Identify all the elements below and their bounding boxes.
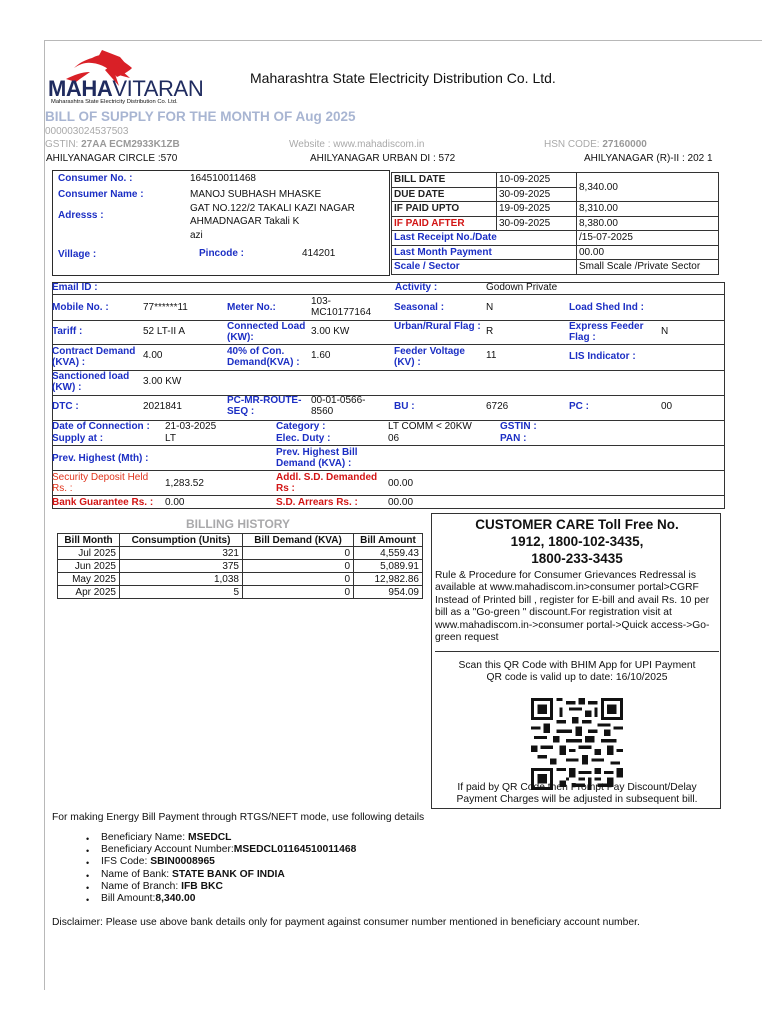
contract-demand-value: 4.00 (143, 350, 163, 361)
billing-history-row (58, 560, 423, 573)
if-paid-upto-amount: 8,310.00 (577, 202, 719, 217)
customer-care-panel (431, 513, 721, 809)
if-paid-after-label: IF PAID AFTER (392, 216, 497, 231)
address-label: Adresss : (58, 210, 104, 221)
activity-value: Godown Private (486, 282, 558, 293)
bill-summary-table (391, 172, 719, 275)
bill-demand: 0 (243, 586, 354, 599)
consumer-number-label: Consumer No. : (58, 173, 133, 184)
bill-amount: 12,982.86 (354, 573, 423, 586)
pincode-label: Pincode : (199, 248, 245, 259)
elec-duty-value: 06 (388, 433, 400, 444)
consumption-units: 375 (120, 560, 243, 573)
meter-label: Meter No.: (227, 302, 276, 313)
connected-load-value: 3.00 KW (311, 326, 350, 337)
category-label: Category : (276, 421, 326, 432)
village-label: Village : (58, 249, 97, 260)
contract-demand-label: Contract Demand (KVA) : (52, 346, 136, 368)
toll-free-number-secondary: 1800-233-3435 (531, 551, 623, 566)
upi-payment-section (435, 651, 719, 806)
last-month-payment-label: Last Month Payment (392, 245, 577, 260)
consumption-units: 1,038 (120, 573, 243, 586)
mobile-value: 77******11 (143, 302, 188, 313)
if-paid-upto-label: IF PAID UPTO (392, 202, 497, 217)
company-name: Maharashtra State Electricity Distribution Co. Ltd. (250, 70, 556, 86)
security-deposit-value: 1,283.52 (165, 478, 204, 489)
qr-discount-note-line-1: If paid by QR Code then Prompt Pay Discount/Delay (457, 782, 697, 793)
bill-number: 000003024537503 (45, 126, 129, 137)
route-sequence-value: 00-01-0566-8560 (311, 395, 366, 417)
hsn-code-text: HSN CODE: 27160000 (544, 139, 647, 150)
address-line-1: GAT NO.122/2 TAKALI KAZI NAGAR (190, 203, 355, 214)
seasonal-label: Seasonal : (394, 302, 445, 313)
grievance-and-go-green-text: Rule & Procedure for Consumer Grievances Redressal is available at www.mahadiscom.in>consumer portal>CGRF Instead of Printed bill , register for E-bill and avail Rs. 10 per bill as a "Go-green " discount.For registration visit at www.mahadiscom.in->consumer portal->Quick access->Go-green request (435, 570, 710, 644)
last-receipt-value: /15-07-2025 (577, 231, 719, 246)
bill-amount: 5,089.91 (354, 560, 423, 573)
consumption-units: 5 (120, 586, 243, 599)
prev-highest-demand-label: Prev. Highest Bill Demand (KVA) : (276, 447, 358, 469)
mahavitaran-logo (48, 48, 218, 110)
security-deposit-label: Security Deposit Held Rs. : (52, 472, 149, 494)
if-paid-after-date: 30-09-2025 (497, 216, 577, 231)
feeder-voltage-label: Feeder Voltage (KV) : (394, 346, 465, 368)
bill-amount-header: Bill Amount (354, 534, 423, 547)
payment-disclaimer: Disclaimer: Please use above bank details only for payment against consumer number mentioned in beneficiary account number. (52, 917, 640, 928)
route-sequence-label: PC-MR-ROUTE-SEQ : (227, 395, 302, 417)
bill-month: Jun 2025 (58, 560, 120, 573)
website-text: Website : www.mahadiscom.in (289, 139, 425, 150)
sd-arrears-label: S.D. Arrears Rs. : (276, 497, 358, 508)
bank-guarantee-label: Bank Guarantee Rs. : (52, 497, 154, 508)
qr-validity-text: QR code is valid up to date: 16/10/2025 (486, 672, 668, 683)
logo-tagline: Maharashtra State Electricity Distribution Co. Ltd. (51, 99, 178, 105)
beneficiary-name-item: • Beneficiary Name: MSEDCL (86, 832, 356, 844)
bill-demand: 0 (243, 560, 354, 573)
pc-label: PC : (569, 401, 589, 412)
billing-history-table (57, 533, 423, 599)
upi-qr-code-icon[interactable] (531, 698, 623, 790)
billing-history-row (58, 573, 423, 586)
bill-amount: 954.09 (354, 586, 423, 599)
gstin-label: GSTIN : (500, 421, 537, 432)
last-receipt-label: Last Receipt No./Date (392, 231, 577, 246)
circle-code: AHILYANAGAR CIRCLE :570 (46, 153, 178, 164)
bill-month-header: Bill Month (58, 534, 120, 547)
additional-security-deposit-value: 00.00 (388, 478, 414, 489)
grid-divider (52, 294, 725, 295)
scale-sector-row (392, 260, 719, 275)
email-label: Email ID : (52, 282, 98, 293)
pan-label: PAN : (500, 433, 527, 444)
urban-rural-label: Urban/Rural Flag : (394, 321, 481, 332)
due-date-value: 30-09-2025 (497, 187, 577, 202)
pincode-value: 414201 (302, 248, 336, 259)
page-left-border (44, 40, 45, 990)
toll-free-numbers: 1912, 1800-102-3435, (510, 534, 644, 549)
toll-free-title: CUSTOMER CARE Toll Free No. (475, 517, 679, 532)
consumption-units: 321 (120, 547, 243, 560)
supply-at-label: Supply at : (52, 433, 104, 444)
subdivision-code: AHILYANAGAR (R)-II : 202 1 (584, 153, 713, 164)
tariff-value: 52 LT-II A (143, 326, 186, 337)
due-amount-value: 8,340.00 (577, 173, 719, 202)
bill-demand: 0 (243, 547, 354, 560)
billing-history-row (58, 547, 423, 560)
consumer-number-value: 164510011468 (190, 173, 256, 184)
bill-month: May 2025 (58, 573, 120, 586)
gstin-text: GSTIN: 27AA ECM2933K1ZB (45, 139, 180, 150)
connection-date-value: 21-03-2025 (165, 421, 217, 432)
bill-demand: 0 (243, 573, 354, 586)
division-code: AHILYANAGAR URBAN DI : 572 (310, 153, 456, 164)
sanctioned-load-value: 3.00 KW (143, 376, 182, 387)
bill-demand-header: Bill Demand (KVA) (243, 534, 354, 547)
connection-date-label: Date of Connection : (52, 421, 150, 432)
seasonal-value: N (486, 302, 494, 313)
bill-month: Apr 2025 (58, 586, 120, 599)
bill-title: BILL OF SUPPLY FOR THE MONTH OF Aug 2025 (45, 109, 356, 124)
connected-load-label: Connected Load (KW): (227, 321, 306, 343)
grid-divider (52, 470, 725, 471)
ifsc-code-item: • IFS Code: SBIN0008965 (86, 856, 356, 868)
last-receipt-row (392, 231, 719, 246)
sd-arrears-value: 00.00 (388, 497, 414, 508)
bank-guarantee-value: 0.00 (165, 497, 185, 508)
customer-care-title (432, 516, 722, 567)
forty-percent-demand-label: 40% of Con. Demand(KVA) : (227, 346, 300, 368)
billing-history-title: BILLING HISTORY (186, 517, 291, 531)
last-month-payment-row (392, 245, 719, 260)
express-feeder-label: Express Feeder Flag : (569, 321, 644, 343)
bill-month: Jul 2025 (58, 547, 120, 560)
if-paid-upto-date: 19-09-2025 (497, 202, 577, 217)
grid-divider (52, 370, 725, 371)
category-value: LT COMM < 20KW (388, 421, 472, 432)
if-paid-upto-row (392, 202, 719, 217)
urban-rural-value: R (486, 326, 494, 337)
feeder-voltage-value: 11 (486, 350, 497, 361)
bill-date-label: BILL DATE (392, 173, 497, 188)
if-paid-after-amount: 8,380.00 (577, 216, 719, 231)
billing-history-row (58, 586, 423, 599)
consumer-information-box (52, 170, 390, 276)
prev-highest-label: Prev. Highest (Mth) : (52, 453, 149, 464)
pc-value: 00 (661, 401, 673, 412)
forty-percent-demand-value: 1.60 (311, 350, 331, 361)
billing-history-header (58, 534, 423, 547)
dtc-value: 2021841 (143, 401, 182, 412)
bill-date-value: 10-09-2025 (497, 173, 577, 188)
grid-divider (52, 344, 725, 345)
consumption-header: Consumption (Units) (120, 534, 243, 547)
bank-name-item: • Name of Bank: STATE BANK OF INDIA (86, 869, 356, 881)
scale-sector-label: Scale / Sector (392, 260, 577, 275)
dtc-label: DTC : (52, 401, 79, 412)
express-feeder-value: N (661, 326, 669, 337)
grid-divider (52, 395, 725, 396)
lis-indicator-label: LIS Indicator : (569, 351, 636, 362)
grid-divider (52, 445, 725, 446)
consumer-name-value: MANOJ SUBHASH MHASKE (190, 189, 322, 200)
sanctioned-load-label: Sanctioned load (KW) : (52, 371, 130, 393)
elec-duty-label: Elec. Duty : (276, 433, 331, 444)
address-line-3: azi (190, 230, 203, 241)
supply-at-value: LT (165, 433, 176, 444)
address-line-2: AHMADNAGAR Takali K (190, 216, 300, 227)
grid-divider (52, 495, 725, 496)
load-shed-label: Load Shed Ind : (569, 302, 644, 313)
beneficiary-account-item: • Beneficiary Account Number:MSEDCL01164510011468 (86, 844, 356, 856)
bu-value: 6726 (486, 401, 509, 412)
consumer-name-label: Consumer Name : (58, 189, 144, 200)
page-top-border (44, 40, 762, 41)
mobile-label: Mobile No. : (52, 302, 109, 313)
logo-brand-bold: MAHA (48, 76, 113, 101)
beneficiary-details-list (86, 832, 356, 905)
tariff-label: Tariff : (52, 326, 83, 337)
bill-amount: 4,559.43 (354, 547, 423, 560)
additional-security-deposit-label: Addl. S.D. Demanded Rs : (276, 472, 378, 494)
activity-label: Activity : (395, 282, 438, 293)
logo-brand-rest: VITARAN (112, 76, 204, 101)
rtgs-neft-instruction: For making Energy Bill Payment through RTGS/NEFT mode, use following details (52, 812, 425, 823)
bill-date-row (392, 173, 719, 188)
last-month-payment-value: 00.00 (577, 245, 719, 260)
qr-scan-instruction: Scan this QR Code with BHIM App for UPI Payment (458, 660, 696, 671)
qr-discount-note-line-2: Payment Charges will be adjusted in subsequent bill. (456, 794, 698, 805)
due-date-label: DUE DATE (392, 187, 497, 202)
if-paid-after-row (392, 216, 719, 231)
meter-value: 103-MC10177164 (311, 296, 372, 318)
scale-sector-value: Small Scale /Private Sector (577, 260, 719, 275)
bu-label: BU : (394, 401, 415, 412)
bill-amount-item: • Bill Amount:8,340.00 (86, 893, 356, 905)
branch-name-item: • Name of Branch: IFB BKC (86, 881, 356, 893)
